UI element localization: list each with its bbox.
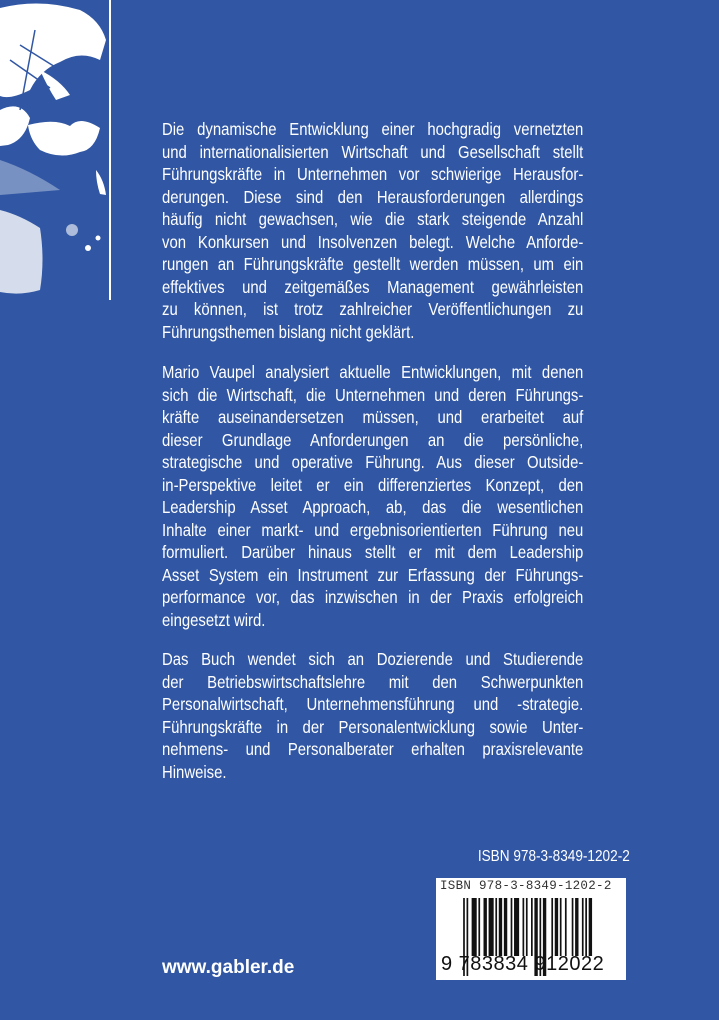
text-line: performance vor, das inzwischen in der Praxis erfolgreich	[162, 587, 584, 607]
barcode-bar	[526, 898, 528, 956]
barcode-bar	[565, 898, 567, 956]
text-line: Mario Vaupel analysiert aktuelle Entwicklungen, mit denen	[162, 362, 584, 382]
barcode-bar	[531, 898, 533, 956]
text-line: kräfte auseinandersetzen müssen, und erarbeitet auf	[162, 407, 584, 427]
text-line: rungen an Führungskräfte gestellt werden müssen, um ein	[162, 254, 584, 274]
globe-illustration	[0, 0, 114, 300]
text-line: Führungskräfte in der Personalentwicklung sowie Unter-	[162, 716, 584, 737]
text-line: Asset System ein Instrument zur Erfassung der Führungs-	[162, 564, 584, 585]
barcode-bar	[511, 898, 513, 956]
barcode-bar	[555, 898, 558, 956]
text-line: Die dynamische Entwicklung einer hochgradig vernetzten	[162, 119, 584, 139]
text-line: eingesetzt wird.	[162, 609, 266, 630]
text-line: in-Perspektive leitet er ein differenziertes Konzept, den	[162, 474, 584, 495]
paragraph-3	[162, 648, 583, 783]
barcode-bar	[478, 898, 480, 956]
publisher-website[interactable]: www.gabler.de	[162, 957, 295, 978]
barcode-bar	[560, 898, 562, 956]
text-line: derungen. Diese sind den Herausforderungen allerdings	[162, 186, 584, 207]
text-line: Inhalte einer markt- und ergebnisorientierten Führung neu	[162, 519, 584, 540]
text-line: Hinweise.	[162, 761, 227, 782]
barcode-bar	[484, 898, 487, 956]
barcode-bar	[575, 898, 578, 956]
barcode-digits: 9 783834 912022	[441, 953, 605, 975]
isbn-label: ISBN 978-3-8349-1202-2	[478, 848, 630, 865]
barcode-bar	[495, 898, 497, 956]
text-line: formuliert. Darüber hinaus stellt er mit dem Leadership	[162, 542, 584, 562]
barcode-bar	[472, 898, 477, 956]
text-line: nehmens- und Personalberater erhalten praxisrelevante	[162, 739, 584, 759]
text-line: von Konkursen und Insolvenzen belegt. Welche Anforde-	[162, 231, 584, 252]
barcode-bar	[572, 898, 574, 956]
barcode-bar	[504, 898, 507, 956]
paragraph-1	[162, 118, 583, 343]
text-line: und internationalisierten Wirtschaft und Gesellschaft stellt	[162, 141, 584, 162]
text-line: Leadership Asset Approach, ab, das die wesentlichen	[162, 497, 584, 517]
text-line: strategische und operative Führung. Aus dieser Outside-	[162, 452, 584, 472]
text-line: Das Buch wendet sich an Dozierende und Studierende	[162, 649, 584, 669]
barcode-bar	[585, 898, 587, 956]
text-line: Führungsthemen bislang nicht geklärt.	[162, 321, 415, 342]
text-line: häufig nicht gewachsen, wie die stark steigende Anzahl	[162, 209, 584, 229]
barcode-bar	[489, 898, 494, 956]
barcode-bar	[523, 898, 525, 956]
text-line: sich die Wirtschaft, die Unternehmen und deren Führungs-	[162, 384, 584, 405]
text-line: der Betriebswirtschaftslehre mit den Schwerpunkten	[162, 671, 584, 692]
barcode-bar	[582, 898, 584, 956]
barcode-isbn-text: ISBN 978-3-8349-1202-2	[440, 879, 612, 893]
barcode-bar	[589, 898, 592, 956]
text-line: effektives und zeitgemäßes Management gewährleisten	[162, 276, 584, 297]
barcode-bar	[514, 898, 519, 956]
barcode-bar	[551, 898, 553, 956]
text-line: zu können, ist trotz zahlreicher Veröffentlichungen zu	[162, 299, 584, 319]
barcode-bar	[499, 898, 502, 956]
text-line: Personalwirtschaft, Unternehmensführung und -strategie.	[162, 694, 584, 714]
text-line: dieser Grundlage Anforderungen an die persönliche,	[162, 429, 584, 450]
barcode	[436, 878, 626, 980]
text-line: Führungskräfte in Unternehmen vor schwierige Herausfor-	[162, 164, 584, 184]
paragraph-2	[162, 361, 583, 631]
